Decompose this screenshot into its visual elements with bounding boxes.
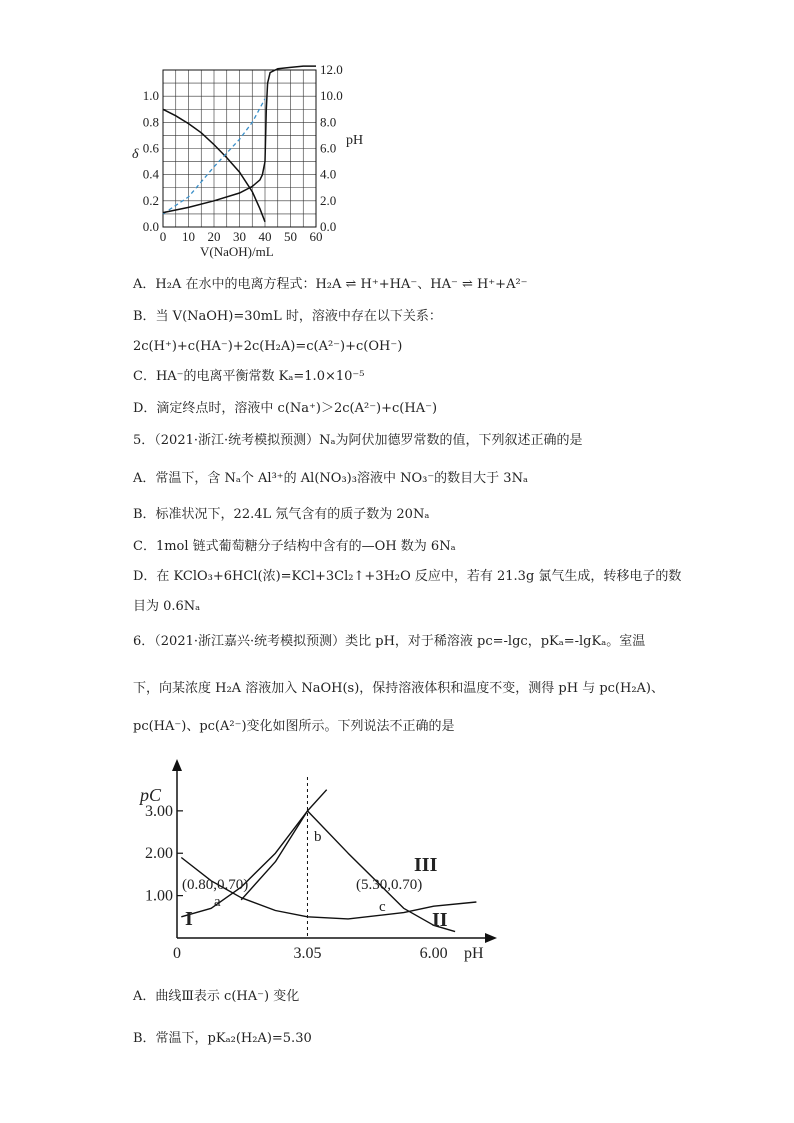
left-tick-label: 0.2 [142, 192, 159, 208]
q4-option-c[interactable]: C．HA⁻的电离平衡常数 Kₐ=1.0×10⁻⁵ [133, 369, 365, 384]
annotation-a: (0.80,0.70) [182, 877, 249, 893]
y-right-axis-label: pH [346, 133, 364, 148]
x-tick-label: 20 [207, 229, 221, 244]
point-label-a: a [214, 894, 221, 910]
x-tick-label: 3.05 [293, 945, 322, 962]
left-tick-label: 0.8 [142, 114, 159, 130]
pc-axes [172, 759, 497, 943]
curve-label-I: I [185, 908, 193, 930]
q5-option-d-line2[interactable]: 目为 0.6Nₐ [133, 599, 201, 614]
q6-stem-line1: 6．（2021·浙江嘉兴·统考模拟预测）类比 pH，对于稀溶液 pc=-lgc，pKₐ=-lgKₐ。室温 [133, 634, 646, 649]
q4-option-b-equation: 2c(H⁺)+c(HA⁻)+2c(H₂A)=c(A²⁻)+c(OH⁻) [133, 339, 403, 354]
x-axis-label: V(NaOH)/mL [200, 244, 274, 259]
q4-option-a[interactable]: A．H₂A 在水中的电离方程式：H₂A ⇌ H⁺+HA⁻、HA⁻ ⇌ H⁺+A²⁻ [133, 277, 528, 292]
right-axis-ticks [320, 62, 343, 234]
left-tick-label: 1.0 [142, 88, 159, 104]
x-tick-label: 50 [284, 229, 297, 244]
left-axis-ticks [143, 88, 160, 234]
y-tick-label: 2.00 [145, 845, 173, 863]
x-tick-label: 40 [258, 229, 272, 244]
curve-I [181, 790, 326, 917]
curve-label-II: II [432, 909, 448, 931]
q4-option-d[interactable]: D．滴定终点时，溶液中 c(Na⁺)＞2c(A²⁻)+c(HA⁻) [133, 401, 438, 416]
pc-ph-chart [130, 755, 510, 970]
right-tick-label: 2.0 [320, 192, 337, 208]
x-tick-label: 60 [309, 229, 323, 244]
left-tick-label: 0.0 [142, 219, 159, 234]
point-label-b: b [314, 829, 322, 845]
right-tick-label: 8.0 [320, 114, 337, 130]
y-tick-label: 3.00 [145, 802, 173, 820]
left-tick-label: 0.6 [142, 140, 159, 156]
x-tick-label: 0 [159, 229, 167, 244]
x-axis-arrow [485, 933, 497, 943]
pc-axis-label: pC [140, 785, 162, 805]
right-tick-label: 0.0 [320, 219, 337, 234]
q4-option-b[interactable]: B．当 V(NaOH)=30mL 时，溶液中存在以下关系： [133, 309, 442, 324]
y-left-axis-label: δ [132, 147, 139, 162]
right-tick-label: 12.0 [320, 62, 343, 77]
annotation-c: (5.30,0.70) [356, 877, 423, 893]
ph-axis-label: pH [464, 945, 484, 962]
q5-option-b[interactable]: B．标准状况下，22.4L 氖气含有的质子数为 20Nₐ [133, 507, 430, 522]
point-label-c: c [379, 899, 386, 915]
pc-x-ticks [173, 945, 448, 962]
q6-option-a[interactable]: A．曲线Ⅲ表示 c(HA⁻) 变化 [133, 989, 300, 1004]
x-tick-label: 6.00 [419, 945, 448, 962]
right-tick-label: 10.0 [320, 88, 343, 104]
y-axis-arrow [172, 759, 182, 771]
q5-option-a[interactable]: A．常温下，含 Nₐ个 Al³⁺的 Al(NO₃)₃溶液中 NO₃⁻的数目大于 3Nₐ [133, 471, 528, 486]
curve-label-III: III [414, 854, 438, 876]
titration-chart [128, 62, 378, 262]
q6-stem-line3: pc(HA⁻)、pc(A²⁻)变化如图所示。下列说法不正确的是 [133, 719, 455, 734]
q5-stem: 5．（2021·浙江·统考模拟预测）Nₐ为阿伏加德罗常数的值，下列叙述正确的是 [133, 433, 583, 448]
q6-option-b[interactable]: B．常温下，pKₐ₂(H₂A)=5.30 [133, 1031, 312, 1046]
left-tick-label: 0.4 [142, 166, 159, 182]
x-tick-label: 10 [182, 229, 195, 244]
x-tick-label: 0 [173, 945, 181, 962]
q5-option-c[interactable]: C．1mol 链式葡萄糖分子结构中含有的—OH 数为 6Nₐ [133, 539, 456, 554]
y-tick-label: 1.00 [145, 887, 173, 905]
x-tick-label: 30 [233, 229, 246, 244]
q6-stem-line2: 下，向某浓度 H₂A 溶液加入 NaOH(s)，保持溶液体积和温度不变，测得 pH 与 pc(H₂A)、 [133, 681, 665, 696]
x-axis-ticks [160, 229, 323, 244]
q5-option-d-line1[interactable]: D．在 KClO₃+6HCl(浓)=KCl+3Cl₂↑+3H₂O 反应中，若有 21.3g 氯气生成，转移电子的数 [133, 569, 682, 584]
right-tick-label: 4.0 [320, 166, 337, 182]
titration-grid [163, 70, 316, 227]
right-tick-label: 6.0 [320, 140, 337, 156]
